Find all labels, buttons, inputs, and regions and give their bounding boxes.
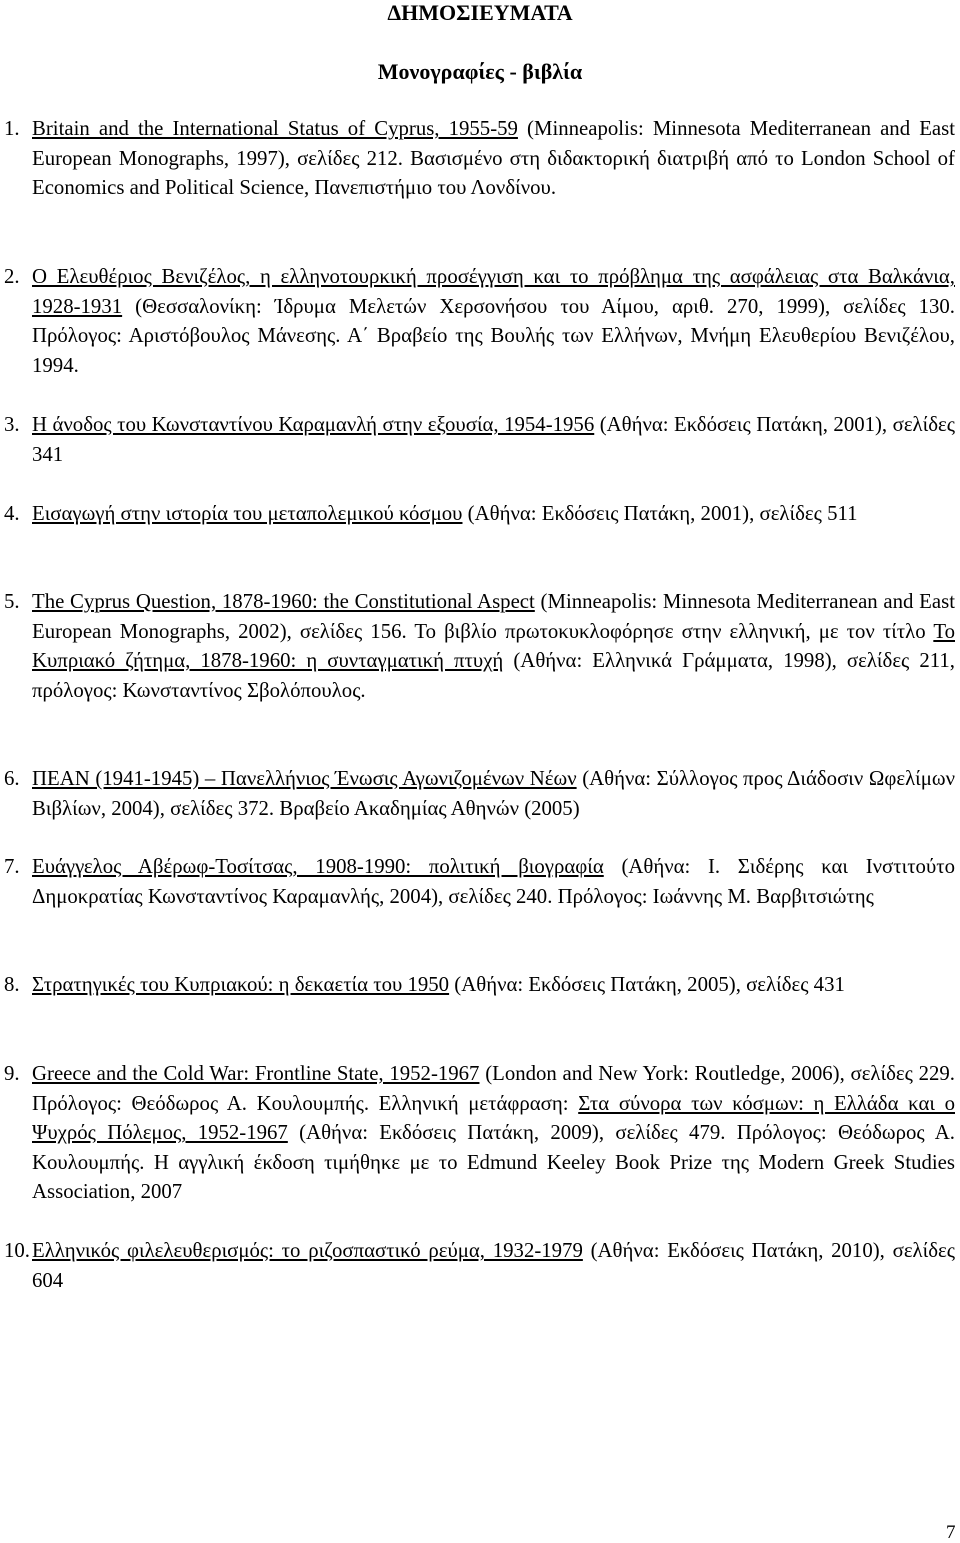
publication-details: (Αθήνα: Εκδόσεις Πατάκη, 2001), σελίδες 511 <box>462 502 858 525</box>
publication-details: (Αθήνα: Σύλλογος προς Διάδοσιν Ωφελίμων Βιβλίων, 2004), σελίδες 372. Βραβείο Ακαδημίας Αθηνών (2005) <box>32 767 956 820</box>
entry-number: 10. <box>4 1239 30 1262</box>
publication-title: Εισαγωγή στην ιστορία του μεταπολεμικού κόσμου <box>32 502 463 525</box>
entry-number: 4. <box>4 502 20 525</box>
publication-entry-7 <box>0 852 955 911</box>
entry-number: 5. <box>4 590 20 613</box>
publication-title: The Cyprus Question, 1878-1960: the Constitutional Aspect <box>32 590 535 613</box>
entry-number: 3. <box>4 413 20 436</box>
publication-entry-5 <box>0 587 955 705</box>
publication-title: Ελληνικός φιλελευθερισμός: το ριζοσπαστικό ρεύμα, 1932-1979 <box>32 1239 583 1262</box>
publication-title: Στρατηγικές του Κυπριακού: η δεκαετία του 1950 <box>32 973 450 996</box>
greek-translation-details: (Αθήνα: Εκδόσεις Πατάκη, 2009), σελίδες 479. Πρόλογος: Θεόδωρος Α. Κουλουμπής. Η αγγλική έκδοση τιμήθηκε με το Edmund Keeley Book Prize της Modern Greek Studies Association, 2007 <box>32 1121 955 1203</box>
publication-details: (London and New York: Routledge, 2006), σελίδες 229. Πρόλογος: Θεόδωρος Α. Κουλουμπής. Ελληνική μετάφραση: <box>32 1062 955 1115</box>
publication-details: (Αθήνα: Εκδόσεις Πατάκη, 2001), σελίδες 341 <box>32 413 956 466</box>
publication-entry-8 <box>0 970 955 1000</box>
publication-title: Britain and the International Status of Cyprus, 1955-59 <box>32 117 518 140</box>
publication-details: (Αθήνα: Ι. Σιδέρης και Ινστιτούτο Δημοκρατίας Κωνσταντίνος Καραμανλής, 2004), σελίδες 240. Πρόλογος: Ιωάννης Μ. Βαρβιτσιώτης <box>32 855 955 908</box>
entry-number: 2. <box>4 265 20 288</box>
entry-number: 6. <box>4 767 20 790</box>
page-number: 7 <box>946 1522 956 1543</box>
greek-edition-title: Το Κυπριακό ζήτημα, 1878-1960: η συνταγματική πτυχή <box>32 619 955 672</box>
publication-entry-10 <box>0 1236 955 1295</box>
publication-details: (Minneapolis: Minnesota Mediterranean and East European Monographs, 1997), σελίδες 212. Βασισμένο στη διδακτορική διατριβή από το London School of Economics and Political Science, Πανεπιστήμιο του Λονδίνου. <box>32 117 956 199</box>
publication-entry-9 <box>0 1059 955 1207</box>
publication-title: ΠΕΑΝ (1941-1945) – Πανελλήνιος Ένωσις Αγωνιζομένων Νέων <box>32 767 577 790</box>
publication-entry-1 <box>0 114 955 203</box>
publication-entry-6 <box>0 764 955 823</box>
publication-details: (Minneapolis: Minnesota Mediterranean and East European Monographs, 2002), σελίδες 156. Το βιβλίο πρωτοκυκλοφόρησε στην ελληνική, με τον τίτλο <box>32 590 955 643</box>
section-subheading: Μονογραφίες - βιβλία <box>377 59 583 84</box>
publication-title: Greece and the Cold War: Frontline State, 1952-1967 <box>32 1062 480 1085</box>
publication-details: (Αθήνα: Εκδόσεις Πατάκη, 2010), σελίδες 604 <box>32 1239 955 1292</box>
publication-entry-4 <box>0 499 955 529</box>
greek-edition-details: (Αθήνα: Ελληνικά Γράμματα, 1998), σελίδες 211, πρόλογος: Κωνσταντίνος Σβολόπουλος. <box>32 649 955 702</box>
entry-number: 8. <box>4 973 20 996</box>
entry-number: 7. <box>4 855 20 878</box>
publication-entry-2 <box>0 262 955 380</box>
publication-entry-3 <box>0 410 955 469</box>
publication-title: Ευάγγελος Αβέρωφ-Τοσίτσας, 1908-1990: πολιτική βιογραφία <box>32 855 604 878</box>
publication-title: Ο Ελευθέριος Βενιζέλος, η ελληνοτουρκική προσέγγιση και το πρόβλημα της ασφάλειας στα Βαλκάνια, 1928-1931 <box>32 265 955 318</box>
greek-translation-title: Στα σύνορα των κόσμων: η Ελλάδα και ο Ψυχρός Πόλεμος, 1952-1967 <box>32 1091 955 1144</box>
page-heading: ΔΗΜΟΣΙΕΥΜΑΤΑ <box>387 0 573 25</box>
publication-details: (Θεσσαλονίκη: Ίδρυμα Μελετών Χερσονήσου του Αίμου, αριθ. 270, 1999), σελίδες 130. Πρόλογος: Αριστόβουλος Μάνεσης. Α΄ Βραβείο της Βουλής των Ελλήνων, Μνήμη Ελευθερίου Βενιζέλου, 1994. <box>32 294 955 377</box>
publication-title: Η άνοδος του Κωνσταντίνου Καραμανλή στην εξουσία, 1954-1956 <box>32 413 595 436</box>
publication-details: (Αθήνα: Εκδόσεις Πατάκη, 2005), σελίδες 431 <box>449 973 845 996</box>
entry-number: 1. <box>4 117 20 140</box>
entry-number: 9. <box>4 1062 20 1085</box>
